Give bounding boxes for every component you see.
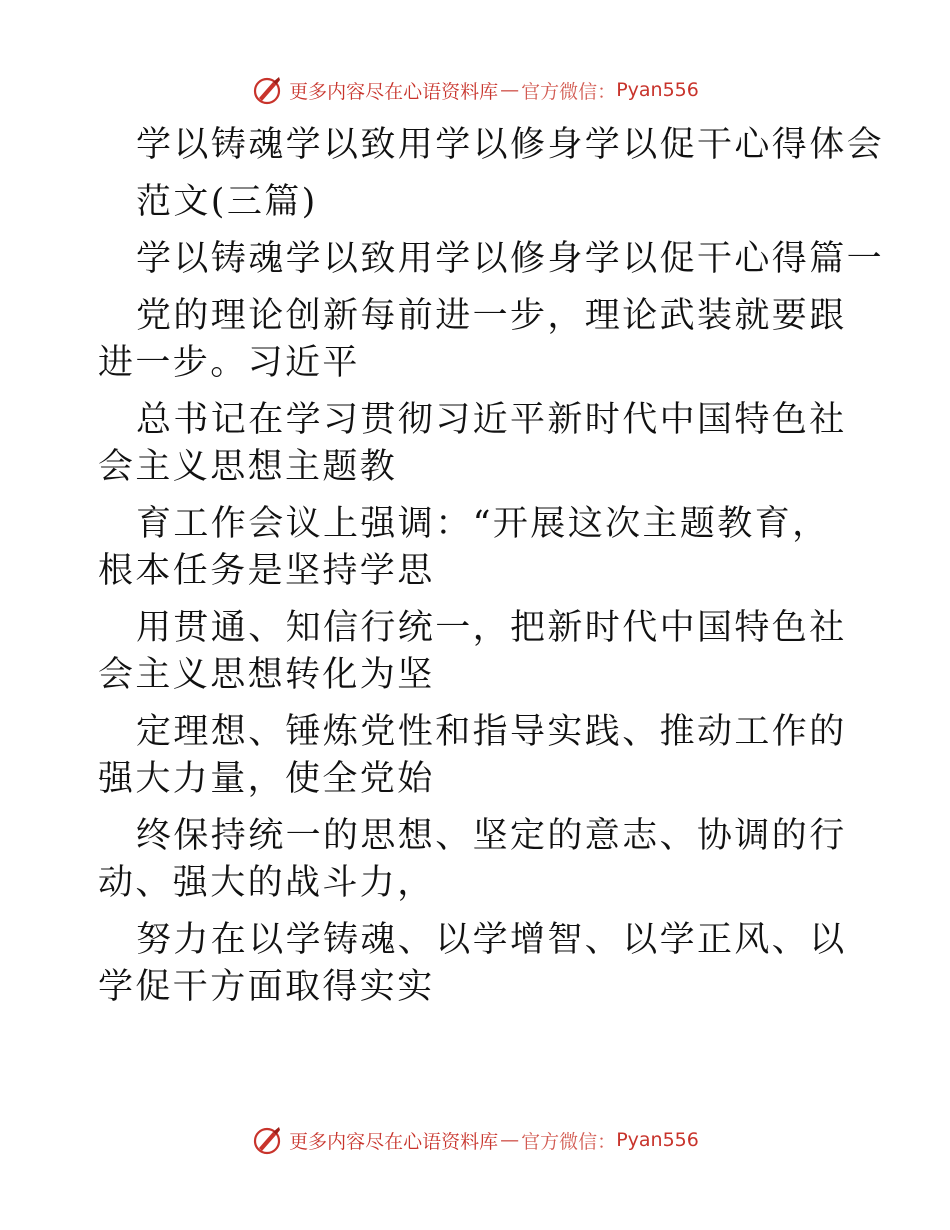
header-banner [0, 70, 950, 110]
body-paragraph: 党的理论创新每前进一步，理论武装就要跟进一步。习近平 [98, 296, 847, 383]
banner-separator: — [500, 79, 520, 101]
quill-pen-logo-icon [251, 74, 283, 106]
banner-wechat-label: 官方微信： [521, 80, 617, 103]
banner-site-text: 更多内容尽在心语资料库 [289, 1130, 499, 1153]
section-heading: 学以铸魂学以致用学以修身学以促干心得篇一 [136, 239, 885, 279]
quill-pen-logo-icon [251, 1124, 283, 1156]
body-paragraph: 用贯通、知信行统一，把新时代中国特色社会主义思想转化为坚 [98, 608, 847, 695]
banner-wechat-label: 官方微信： [521, 1130, 617, 1153]
body-paragraph: 努力在以学铸魂、以学增智、以学正风、以学促干方面取得实实 [98, 920, 847, 1007]
document-title-line-1: 学以铸魂学以致用学以修身学以促干心得体会 [136, 125, 885, 165]
document-body [98, 122, 885, 1011]
footer-banner [0, 1120, 950, 1160]
body-paragraph: 定理想、锤炼党性和指导实践、推动工作的强大力量，使全党始 [98, 712, 847, 799]
banner-site-text: 更多内容尽在心语资料库 [289, 80, 499, 103]
banner-wechat-account: Pyan556 [616, 79, 699, 101]
document-title-line-2: 范文(三篇) [136, 182, 318, 222]
body-paragraph: 终保持统一的思想、坚定的意志、协调的行动、强大的战斗力， [98, 816, 847, 903]
body-paragraph: 总书记在学习贯彻习近平新时代中国特色社会主义思想主题教 [98, 400, 847, 487]
banner-wechat-account: Pyan556 [616, 1129, 699, 1151]
body-paragraph: 育工作会议上强调：“开展这次主题教育，根本任务是坚持学思 [98, 504, 830, 591]
banner-separator: — [500, 1129, 520, 1151]
